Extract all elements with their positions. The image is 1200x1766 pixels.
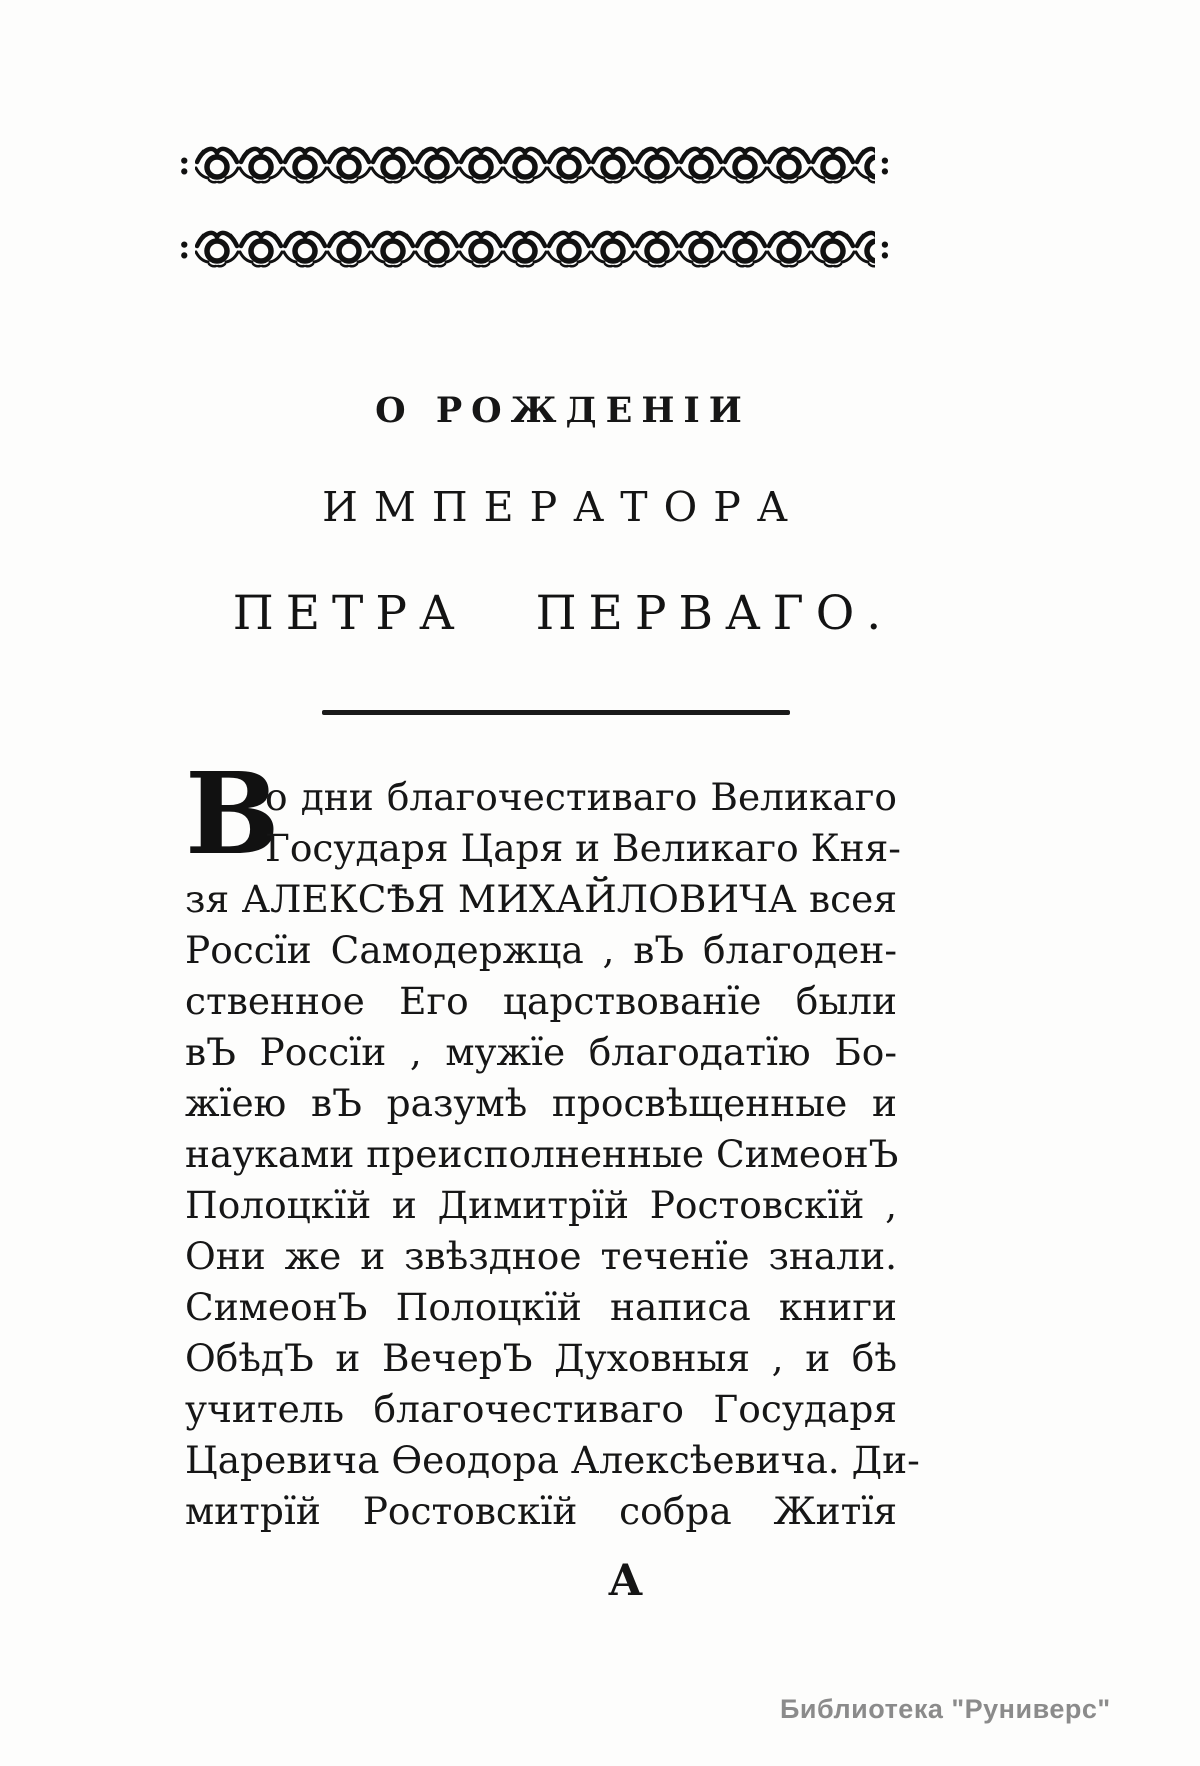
body-text-line: Царевича Ѳеодора Алексѣевича. Ди- <box>185 1438 920 1482</box>
ornament-edge-colon: : <box>178 227 191 267</box>
chapter-title-line-3: ПЕТРА ПЕРВАГО. <box>232 586 894 641</box>
ornament-edge-colon: : <box>878 227 892 267</box>
body-text-line: Они же и звѣздное теченїе знали. <box>185 1234 897 1278</box>
body-text-line: о дни благочестиваго Великаго <box>265 775 897 819</box>
chapter-title-line-1: О РОЖДЕНІИ <box>375 390 751 431</box>
body-text-line: жїею вЪ разумѣ просвѣщенные и <box>185 1081 897 1125</box>
body-text-line: Россїи Самодержца , вЪ благоден- <box>185 928 897 972</box>
body-text-line: зя АЛЕКСѢЯ МИХАЙЛОВИЧА всея <box>185 877 897 921</box>
chapter-title-line-2: ИМПЕРАТОРА <box>322 483 804 531</box>
body-text-line: науками преисполненные СимеонЪ <box>185 1132 899 1176</box>
ornament-band-bottom <box>178 226 896 272</box>
body-text-line: Государя Царя и Великаго Кня- <box>265 826 901 870</box>
quire-signature: А <box>608 1556 644 1606</box>
library-watermark: Библиотека "Руниверс" <box>780 1694 1111 1724</box>
body-text-line: ственное Его царствованїе были <box>185 979 897 1023</box>
ornament-band-top <box>178 142 896 188</box>
body-text-line: митрїй Ростовскїй собра Житїя <box>185 1489 897 1533</box>
body-text-line: учитель благочестиваго Государя <box>185 1387 897 1431</box>
ornament-edge-colon: : <box>878 143 892 183</box>
dropcap-letter: В <box>185 749 280 880</box>
body-text-line: СимеонЪ Полоцкїй написа книги <box>185 1285 897 1329</box>
title-divider-rule <box>322 710 790 715</box>
vine-ornament-graphic <box>195 226 875 272</box>
ornament-edge-colon: : <box>178 143 191 183</box>
body-text-line: вЪ Россїи , мужїе благодатїю Бо- <box>185 1030 897 1074</box>
vine-ornament-graphic <box>195 142 875 188</box>
body-text-line: Полоцкїй и Димитрїй Ростовскїй , <box>185 1183 897 1227</box>
body-text-line: ОбѣдЪ и ВечерЪ Духовныя , и бѣ <box>185 1336 897 1380</box>
body-text <box>185 749 920 1537</box>
